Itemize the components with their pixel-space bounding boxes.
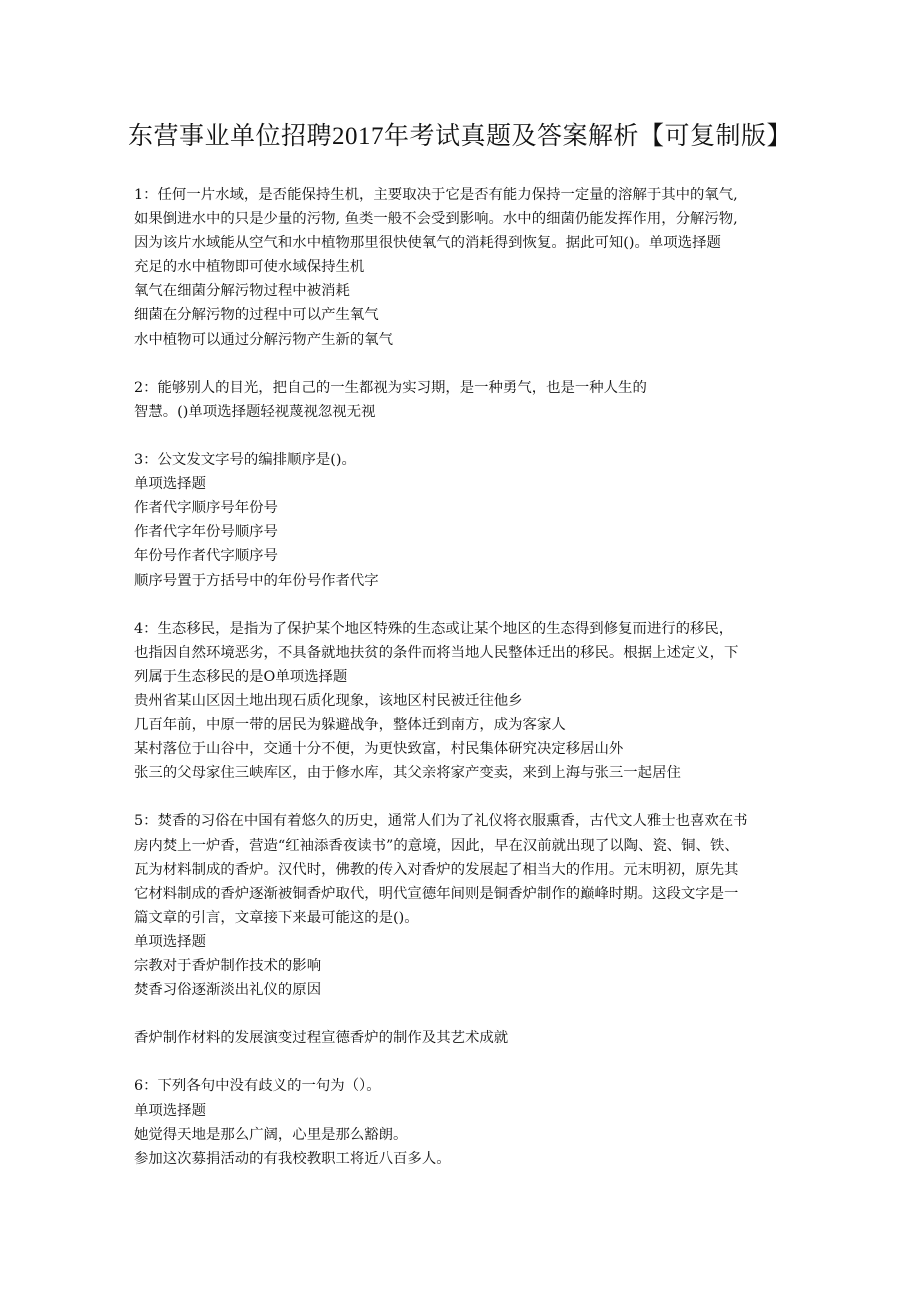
question-type-label: 单项选择题: [134, 476, 206, 493]
answer-option: 作者代字顺序号年份号: [134, 500, 278, 517]
answer-option: 她觉得天地是那么广阔，心里是那么豁朗。: [134, 1126, 408, 1143]
page-title: 东营事业单位招聘2017年考试真题及答案解析【可复制版】: [127, 123, 792, 150]
question-text-line: 也指因自然环境恶劣，不具备就地扶贫的条件而将当地人民整体迁出的移民。根据上述定义，下: [134, 644, 739, 661]
question-text-line: 如果倒进水中的只是少量的污物, 鱼类一般不会受到影响。水中的细菌仍能发挥作用，分解污物,: [134, 211, 738, 228]
question-text-line: 因为该片水域能从空气和水中植物那里很快使氧气的消耗得到恢复。据此可知()。单项选择题: [134, 235, 721, 252]
question-text-line: 篇文章的引言，文章接下来最可能这的是()。: [134, 909, 419, 926]
answer-option: 顺序号置于方括号中的年份号作者代字: [134, 572, 379, 589]
answer-option: 氧气在细菌分解污物过程中被消耗: [134, 283, 350, 300]
answer-option: 贵州省某山区因土地出现石质化现象，该地区村民被迁往他乡: [134, 692, 523, 709]
question-2: [134, 376, 794, 424]
question-text-line: 6：下列各句中没有歧义的一句为（）。: [134, 1078, 381, 1095]
spacer: [134, 593, 794, 617]
answer-option: 作者代字年份号顺序号: [134, 524, 278, 541]
spacer: [134, 424, 794, 448]
question-4: [134, 617, 794, 786]
question-text-line: 1：任何一片水域，是否能保持生机，主要取决于它是否有能力保持一定量的溶解于其中的氧气,: [134, 187, 738, 203]
question-text-line: 4：生态移民，是指为了保护某个地区特殊的生态或让某个地区的生态得到修复而进行的移民，: [134, 620, 734, 637]
question-type-label: 单项选择题: [134, 1102, 206, 1119]
question-type-label: 单项选择题: [134, 933, 206, 950]
question-text-line: 3：公文发文字号的编排顺序是()。: [134, 452, 356, 469]
answer-option: 张三的父母家住三峡库区，由于修水库，其父亲将家产变卖，来到上海与张三一起居住: [134, 765, 681, 782]
spacer: [134, 785, 794, 809]
question-text-line: 列属于生态移民的是O单项选择题: [134, 668, 348, 685]
spacer: [134, 352, 794, 376]
spacer: [134, 1002, 794, 1026]
question-5: [134, 809, 794, 1050]
answer-option: 年份号作者代字顺序号: [134, 548, 278, 565]
answer-option: 参加这次募捐活动的有我校教职工将近八百多人。: [134, 1150, 451, 1167]
answer-option: 香炉制作材料的发展演变过程宣德香炉的制作及其艺术成就: [134, 1030, 509, 1047]
question-text-line: 5：焚香的习俗在中国有着悠久的历史，通常人们为了礼仪将衣服熏香，古代文人雅士也喜欢在书: [134, 813, 748, 830]
answer-option: 焚香习俗逐渐淡出礼仪的原因: [134, 982, 322, 999]
question-text-line: 房内焚上一炉香，营造“红袖添香夜读书”的意境，因此，早在汉前就出现了以陶、瓷、铜、铁、: [134, 837, 739, 854]
document-body: [134, 183, 794, 1171]
answer-option: 某村落位于山谷中，交通十分不便，为更快致富，村民集体研究决定移居山外: [134, 741, 624, 758]
question-6: [134, 1074, 794, 1170]
question-text-line: 瓦为材料制成的香炉。汉代时，佛教的传入对香炉的发展起了相当大的作用。元末明初，原先其: [134, 861, 739, 878]
question-1: [134, 183, 794, 352]
answer-option: 水中植物可以通过分解污物产生新的氧气: [134, 331, 394, 348]
spacer: [134, 1050, 794, 1074]
question-3: [134, 448, 794, 593]
answer-option: 几百年前，中原一带的居民为躲避战争，整体迁到南方，成为客家人: [134, 717, 566, 734]
question-text-line: 智慧。()单项选择题轻视蔑视忽视无视: [134, 403, 376, 420]
answer-option: 细菌在分解污物的过程中可以产生氧气: [134, 307, 379, 324]
question-text-line: 2：能够别人的目光，把自己的一生都视为实习期，是一种勇气，也是一种人生的: [134, 379, 647, 396]
answer-option: 宗教对于香炉制作技术的影响: [134, 958, 322, 974]
question-text-line: 它材料制成的香炉逐渐被铜香炉取代，明代宣德年间则是铜香炉制作的巅峰时期。这段文字是一: [134, 885, 739, 902]
answer-option: 充足的水中植物即可使水域保持生机: [134, 259, 365, 276]
